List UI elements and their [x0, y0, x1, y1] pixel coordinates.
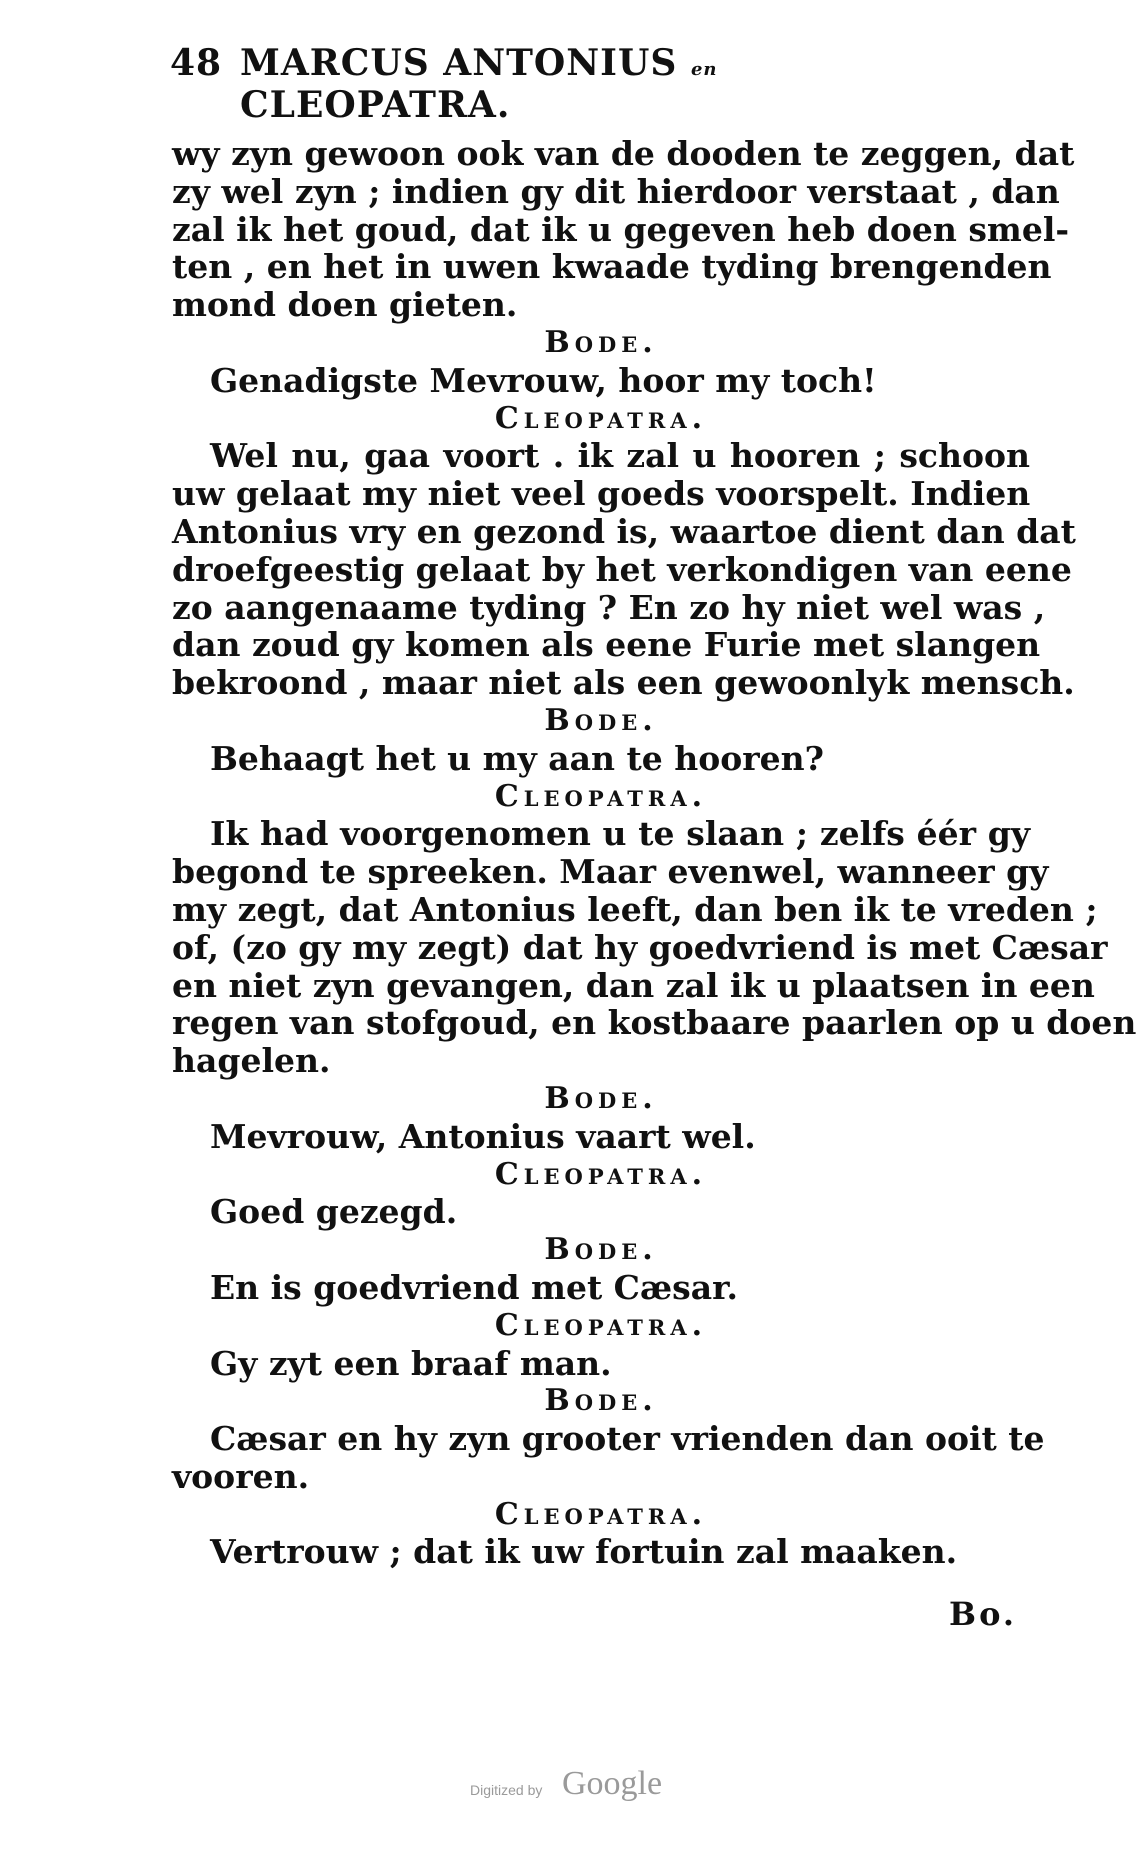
- speaker-name: Cleopatra.: [494, 778, 708, 814]
- speaker-name: Cleopatra.: [494, 1496, 708, 1532]
- speaker-name: Bode.: [544, 702, 658, 738]
- text-line: Antonius vry en gezond is, waartoe dient dan dat: [172, 511, 1076, 551]
- text-line: vooren.: [172, 1456, 310, 1496]
- text-line: Cæsar en hy zyn grooter vrienden dan ooit te: [210, 1419, 1045, 1459]
- catchword: Bo.: [949, 1595, 1017, 1633]
- text-line: Mevrouw, Antonius vaart wel.: [210, 1116, 756, 1156]
- text-line: Behaagt het u my aan te hooren?: [210, 738, 824, 778]
- text-line: my zegt, dat Antonius leeft, dan ben ik te vreden ;: [172, 889, 1098, 929]
- text-line: wy zyn gewoon ook van de dooden te zeggen, dat: [172, 134, 1075, 173]
- speaker-name: Bode.: [544, 324, 658, 360]
- text-line: mond doen gieten.: [172, 285, 518, 325]
- text-line: ten , en het in uwen kwaade tyding brengenden: [172, 247, 1052, 287]
- running-header: [170, 42, 1000, 126]
- page-number: 48: [170, 42, 223, 84]
- google-logo: Google: [562, 1765, 663, 1802]
- text-line: Vertrouw ; dat ik uw fortuin zal maaken.: [210, 1532, 958, 1572]
- speaker-name: Bode.: [544, 1383, 658, 1419]
- text-line: zo aangenaame tyding ? En zo hy niet wel was ,: [172, 587, 1046, 627]
- text-line: zal ik het goud, dat ik u gegeven heb doen smel-: [172, 209, 1070, 249]
- text-line: Goed gezegd.: [210, 1192, 458, 1232]
- text-line: of, (zo gy my zegt) dat hy goedvriend is met Cæsar: [172, 927, 1108, 967]
- text-line: bekroond , maar niet als een gewoonlyk mensch.: [172, 663, 1075, 703]
- title-right: CLEOPATRA.: [240, 84, 511, 126]
- speaker-name: Bode.: [544, 1080, 658, 1116]
- text-line: begond te spreeken. Maar evenwel, wanneer gy: [172, 852, 1049, 892]
- text-line: Genadigste Mevrouw, hoor my toch!: [210, 360, 877, 400]
- text-line: Wel nu, gaa voort . ik zal u hooren ; schoon: [210, 436, 1030, 476]
- running-title: [240, 42, 1000, 126]
- text-line: dan zoud gy komen als eene Furie met slangen: [172, 625, 1041, 665]
- text-line: zy wel zyn ; indien gy dit hierdoor verstaat , dan: [172, 171, 1060, 211]
- text-line: droefgeestig gelaat by het verkondigen van eene: [172, 549, 1072, 589]
- digitization-watermark: [470, 1765, 710, 1805]
- title-connector: en: [690, 59, 718, 80]
- speaker-name: Cleopatra.: [494, 1307, 708, 1343]
- speaker-name: Bode.: [544, 1232, 658, 1268]
- text-line: regen van stofgoud, en kostbaare paarlen op u doen: [172, 1003, 1137, 1043]
- text-line: hagelen.: [172, 1041, 331, 1081]
- speaker-name: Cleopatra.: [494, 400, 708, 436]
- text-line: en niet zyn gevangen, dan zal ik u plaatsen in een: [172, 965, 1095, 1005]
- text-line: En is goedvriend met Cæsar.: [210, 1267, 738, 1307]
- text-line: Gy zyt een braaf man.: [210, 1343, 612, 1383]
- body-text: [172, 134, 1137, 1572]
- speaker-name: Cleopatra.: [494, 1156, 708, 1192]
- watermark-prefix: Digitized by: [470, 1782, 543, 1798]
- text-line: Ik had voorgenomen u te slaan ; zelfs éér gy: [210, 814, 1030, 854]
- text-line: uw gelaat my niet veel goeds voorspelt. Indien: [172, 474, 1031, 514]
- title-left: MARCUS ANTONIUS: [240, 42, 678, 84]
